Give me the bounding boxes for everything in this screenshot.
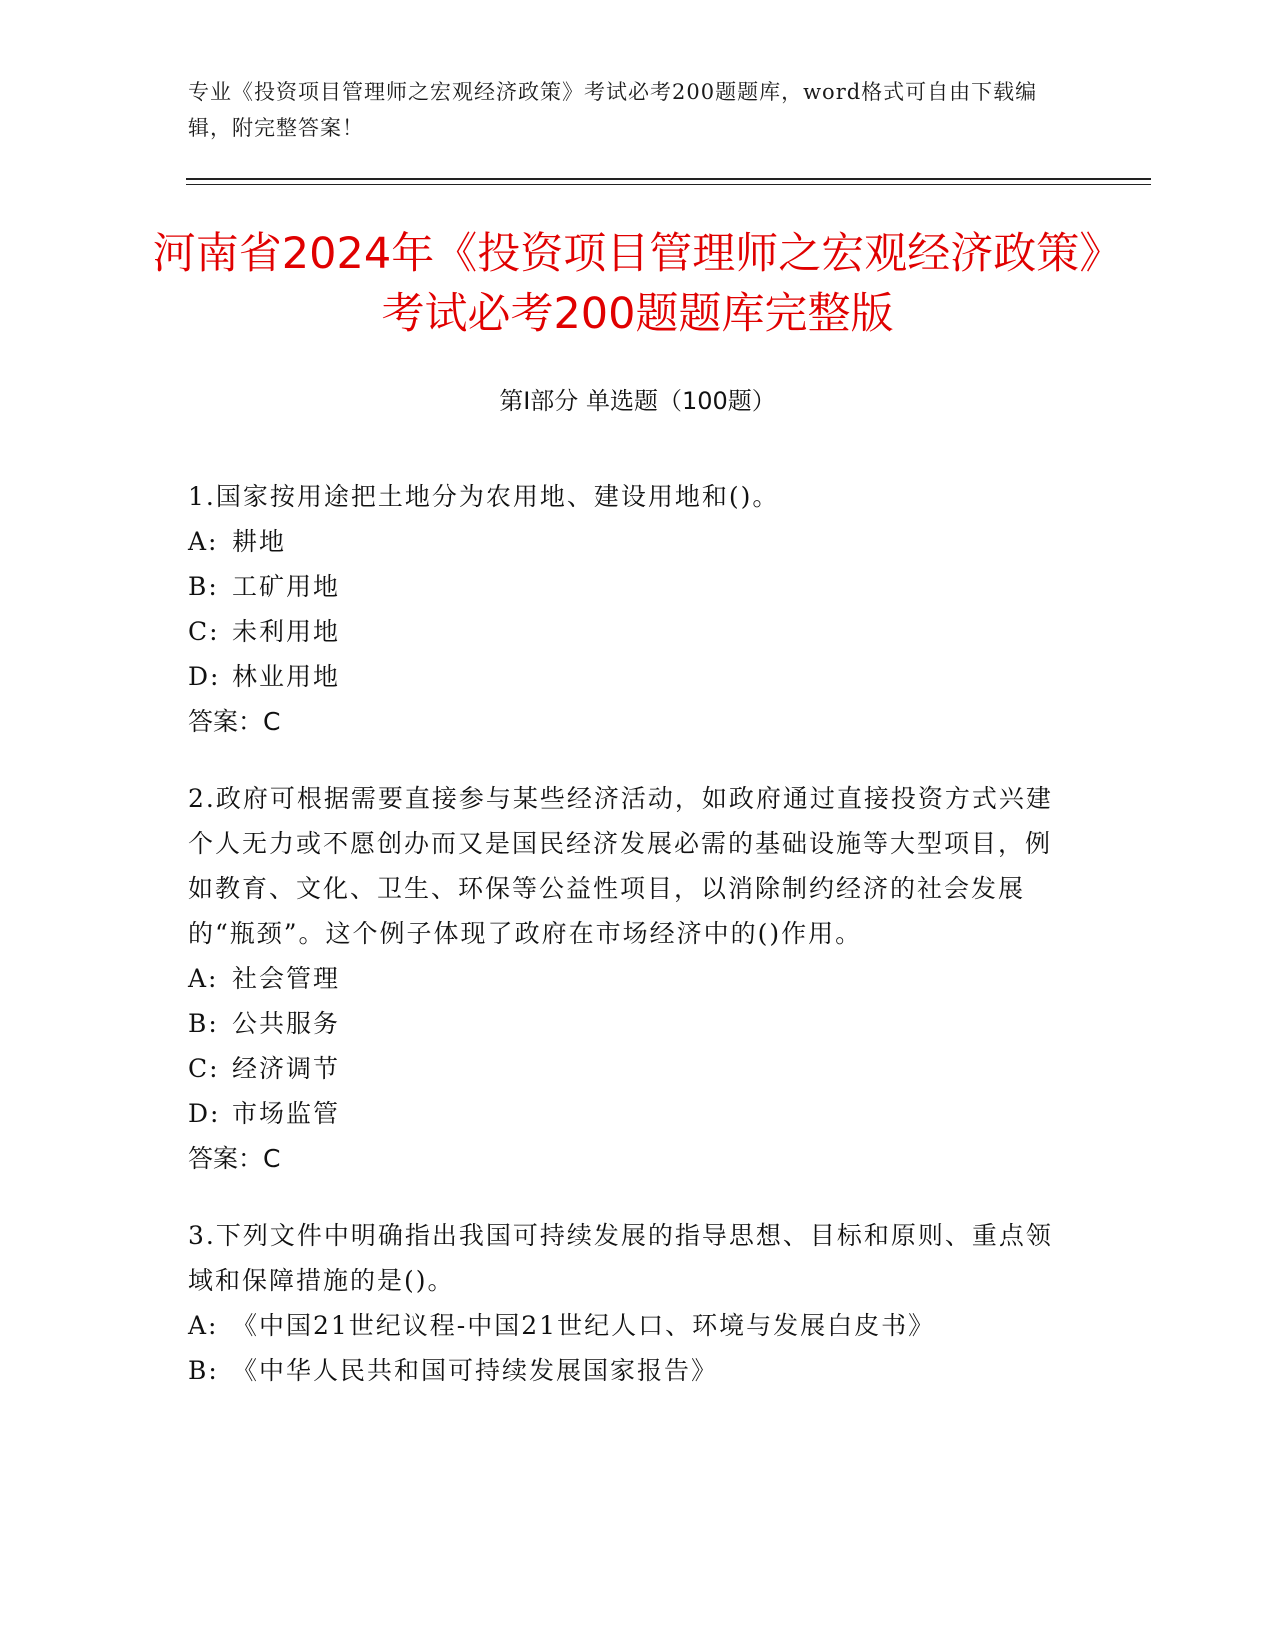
option-d <box>188 1091 1068 1136</box>
option-letter: B: <box>188 1356 219 1385</box>
option-text: 《中国21世纪议程-中国21世纪人口、环境与发展白皮书》 <box>232 1311 936 1340</box>
option-letter: C: <box>188 617 220 646</box>
option-letter: D: <box>188 1099 221 1128</box>
question-stem: 2.政府可根据需要直接参与某些经济活动，如政府通过直接投资方式兴建个人无力或不愿创办而又是国民经济发展必需的基础设施等大型项目，例如教育、文化、卫生、环保等公益性项目，以消除制约经济的社会发展的“瓶颈”。这个例子体现了政府在市场经济中的()作用。 <box>188 784 1053 948</box>
option-letter: C: <box>188 1054 220 1083</box>
option-c <box>188 1046 1068 1091</box>
option-letter: B: <box>188 1009 219 1038</box>
option-text: 林业用地 <box>232 662 341 691</box>
option-b <box>188 1001 1068 1046</box>
option-text: 《中华人民共和国可持续发展国家报告》 <box>232 1356 719 1385</box>
option-b <box>188 1348 1068 1393</box>
question-stem: 3.下列文件中明确指出我国可持续发展的指导思想、目标和原则、重点领域和保障措施的是()。 <box>188 1221 1053 1295</box>
question-stem: 1.国家按用途把土地分为农用地、建设用地和()。 <box>188 482 780 511</box>
option-text: 耕地 <box>232 527 287 556</box>
header-note: 专业《投资项目管理师之宏观经济政策》考试必考200题题库，word格式可自由下载编辑，附完整答案！ <box>188 80 1038 140</box>
option-a <box>188 956 1068 1001</box>
question-2 <box>188 776 1068 1181</box>
document-title: 河南省2024年《投资项目管理师之宏观经济政策》考试必考200题题库完整版 <box>152 229 1123 339</box>
option-a <box>188 519 1068 564</box>
answer-line: 答案：C <box>188 1144 281 1173</box>
option-c <box>188 609 1068 654</box>
option-text: 未利用地 <box>232 617 341 646</box>
question-1 <box>188 474 1068 744</box>
option-letter: A: <box>188 1311 219 1340</box>
option-text: 工矿用地 <box>232 572 341 601</box>
option-text: 公共服务 <box>232 1009 341 1038</box>
option-letter: B: <box>188 572 219 601</box>
option-text: 社会管理 <box>232 964 341 993</box>
option-a <box>188 1303 1068 1348</box>
option-d <box>188 654 1068 699</box>
option-letter: D: <box>188 662 221 691</box>
section-title: 第Ⅰ部分 单选题（100题） <box>499 387 776 415</box>
option-letter: A: <box>188 527 219 556</box>
header-divider-thin <box>186 184 1151 185</box>
answer-line: 答案：C <box>188 707 281 736</box>
option-b <box>188 564 1068 609</box>
question-3 <box>188 1213 1068 1393</box>
question-list <box>188 474 1068 1425</box>
option-text: 市场监管 <box>232 1099 341 1128</box>
option-letter: A: <box>188 964 219 993</box>
option-text: 经济调节 <box>232 1054 341 1083</box>
header-divider-thick <box>186 178 1151 180</box>
